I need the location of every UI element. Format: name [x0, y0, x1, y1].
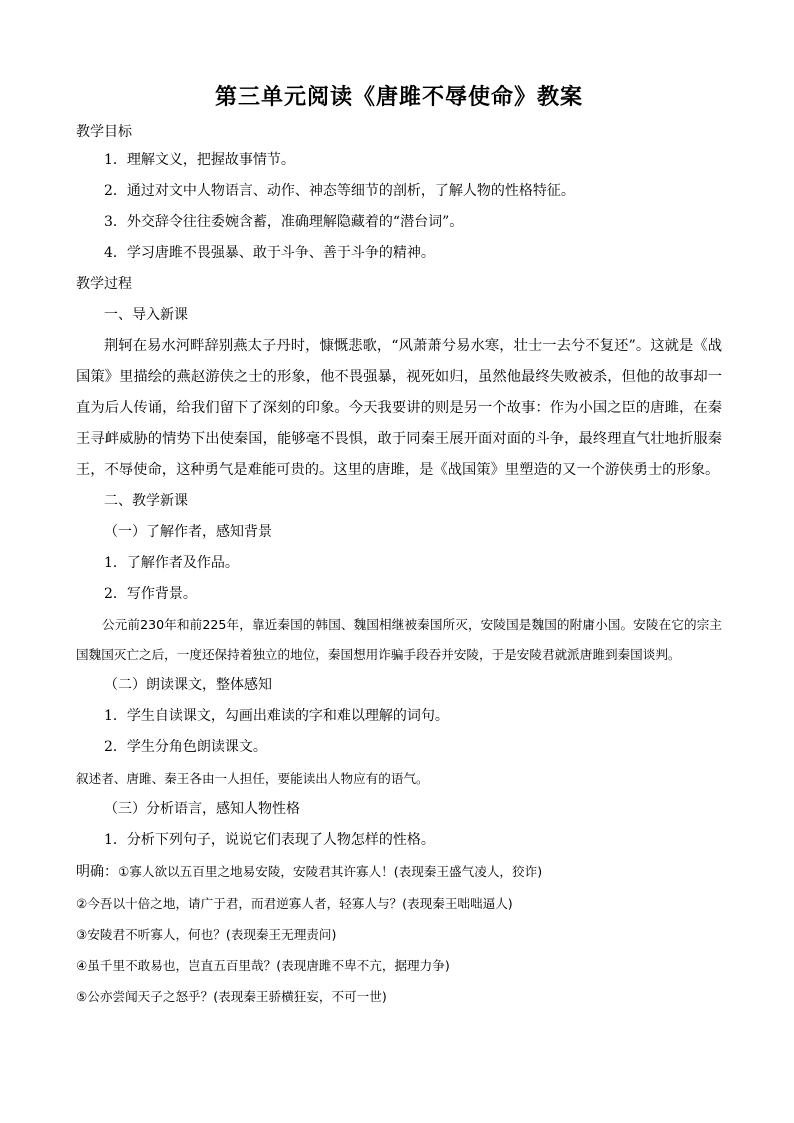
document-page	[76, 80, 722, 1012]
sub1-heading: （一）了解作者，感知背景	[104, 524, 272, 540]
answer-text: ②今吾以十倍之地，请广于君，而君逆寡人者，轻寡人与？(表现秦王咄咄逼人)	[76, 896, 513, 911]
background-note: 公元前230年和前225年，靠近秦国的韩国、魏国相继被秦国所灭，安陵国是魏国的附庸小国。安陵在它的宗主国魏国灭亡之后，一度还保持着独立的地位，秦国想用诈骗手段吞并安陵，于是安陵君就派唐雎到秦国谈判。	[76, 617, 722, 662]
goal-item: 2．通过对文中人物语言、动作、神态等细节的剖析，了解人物的性格特征。	[104, 183, 575, 199]
sub2-item: 2．学生分角色朗读课文。	[104, 739, 267, 755]
answer-text: ③安陵君不听寡人，何也？(表现秦王无理责问)	[76, 927, 337, 942]
intro-paragraph: 荆轲在易水河畔辞别燕太子丹时，慷慨悲歌，“风萧萧兮易水寒，壮士一去兮不复还”。这就是《战国策》里描绘的燕赵游侠之士的形象，他不畏强暴，视死如归，虽然他最终失败被杀，但他的故事却一直为后人传诵，给我们留下了深刻的印象。今天我要讲的则是另一个故事：作为小国之臣的唐雎，在秦王寻衅威胁的情势下出使秦国，能够毫不畏惧，敢于同秦王展开面对面的斗争，最终理直气壮地折服秦王，不辱使命，这种勇气是难能可贵的。这里的唐雎，是《战国策》里塑造的又一个游侠勇士的形象。	[76, 338, 722, 478]
sub3-heading: （三）分析语言，感知人物性格	[104, 801, 300, 817]
goal-item: 1．理解文义，把握故事情节。	[104, 152, 295, 168]
goals-heading: 教学目标	[76, 124, 132, 140]
answer-text: ⑤公亦尝闻天子之怒乎？(表现秦王骄横狂妄，不可一世)	[76, 989, 387, 1004]
part2-heading: 二、教学新课	[104, 493, 188, 509]
sub3-item: 1．分析下列句子，说说它们表现了人物怎样的性格。	[104, 832, 435, 848]
process-heading: 教学过程	[76, 276, 132, 292]
sub2-heading: （二）朗读课文，整体感知	[104, 677, 272, 693]
answer-text: ①寡人欲以五百里之地易安陵，安陵君其许寡人！(表现秦王盛气凌人，狡诈)	[118, 864, 543, 879]
reading-note: 叙述者、唐雎、秦王各由一人担任，要能读出人物应有的语气。	[76, 771, 429, 786]
goal-item: 4．学习唐雎不畏强暴、敢于斗争、善于斗争的精神。	[104, 245, 435, 261]
answer-label: 明确：	[76, 864, 118, 880]
answer-text: ④虽千里不敢易也，岂直五百里哉？(表现唐雎不卑不亢，据理力争)	[76, 958, 450, 973]
sub1-item: 2．写作背景。	[104, 586, 197, 602]
document-title: 第三单元阅读《唐雎不辱使命》教案	[214, 84, 583, 110]
goal-item: 3．外交辞令往往委婉含蓄，准确理解隐藏着的“潜台词”。	[104, 214, 464, 230]
part1-heading: 一、导入新课	[104, 307, 188, 323]
sub2-item: 1．学生自读课文，勾画出难读的字和难以理解的词句。	[104, 708, 449, 724]
answer-line	[76, 856, 722, 888]
sub1-item: 1．了解作者及作品。	[104, 555, 239, 571]
